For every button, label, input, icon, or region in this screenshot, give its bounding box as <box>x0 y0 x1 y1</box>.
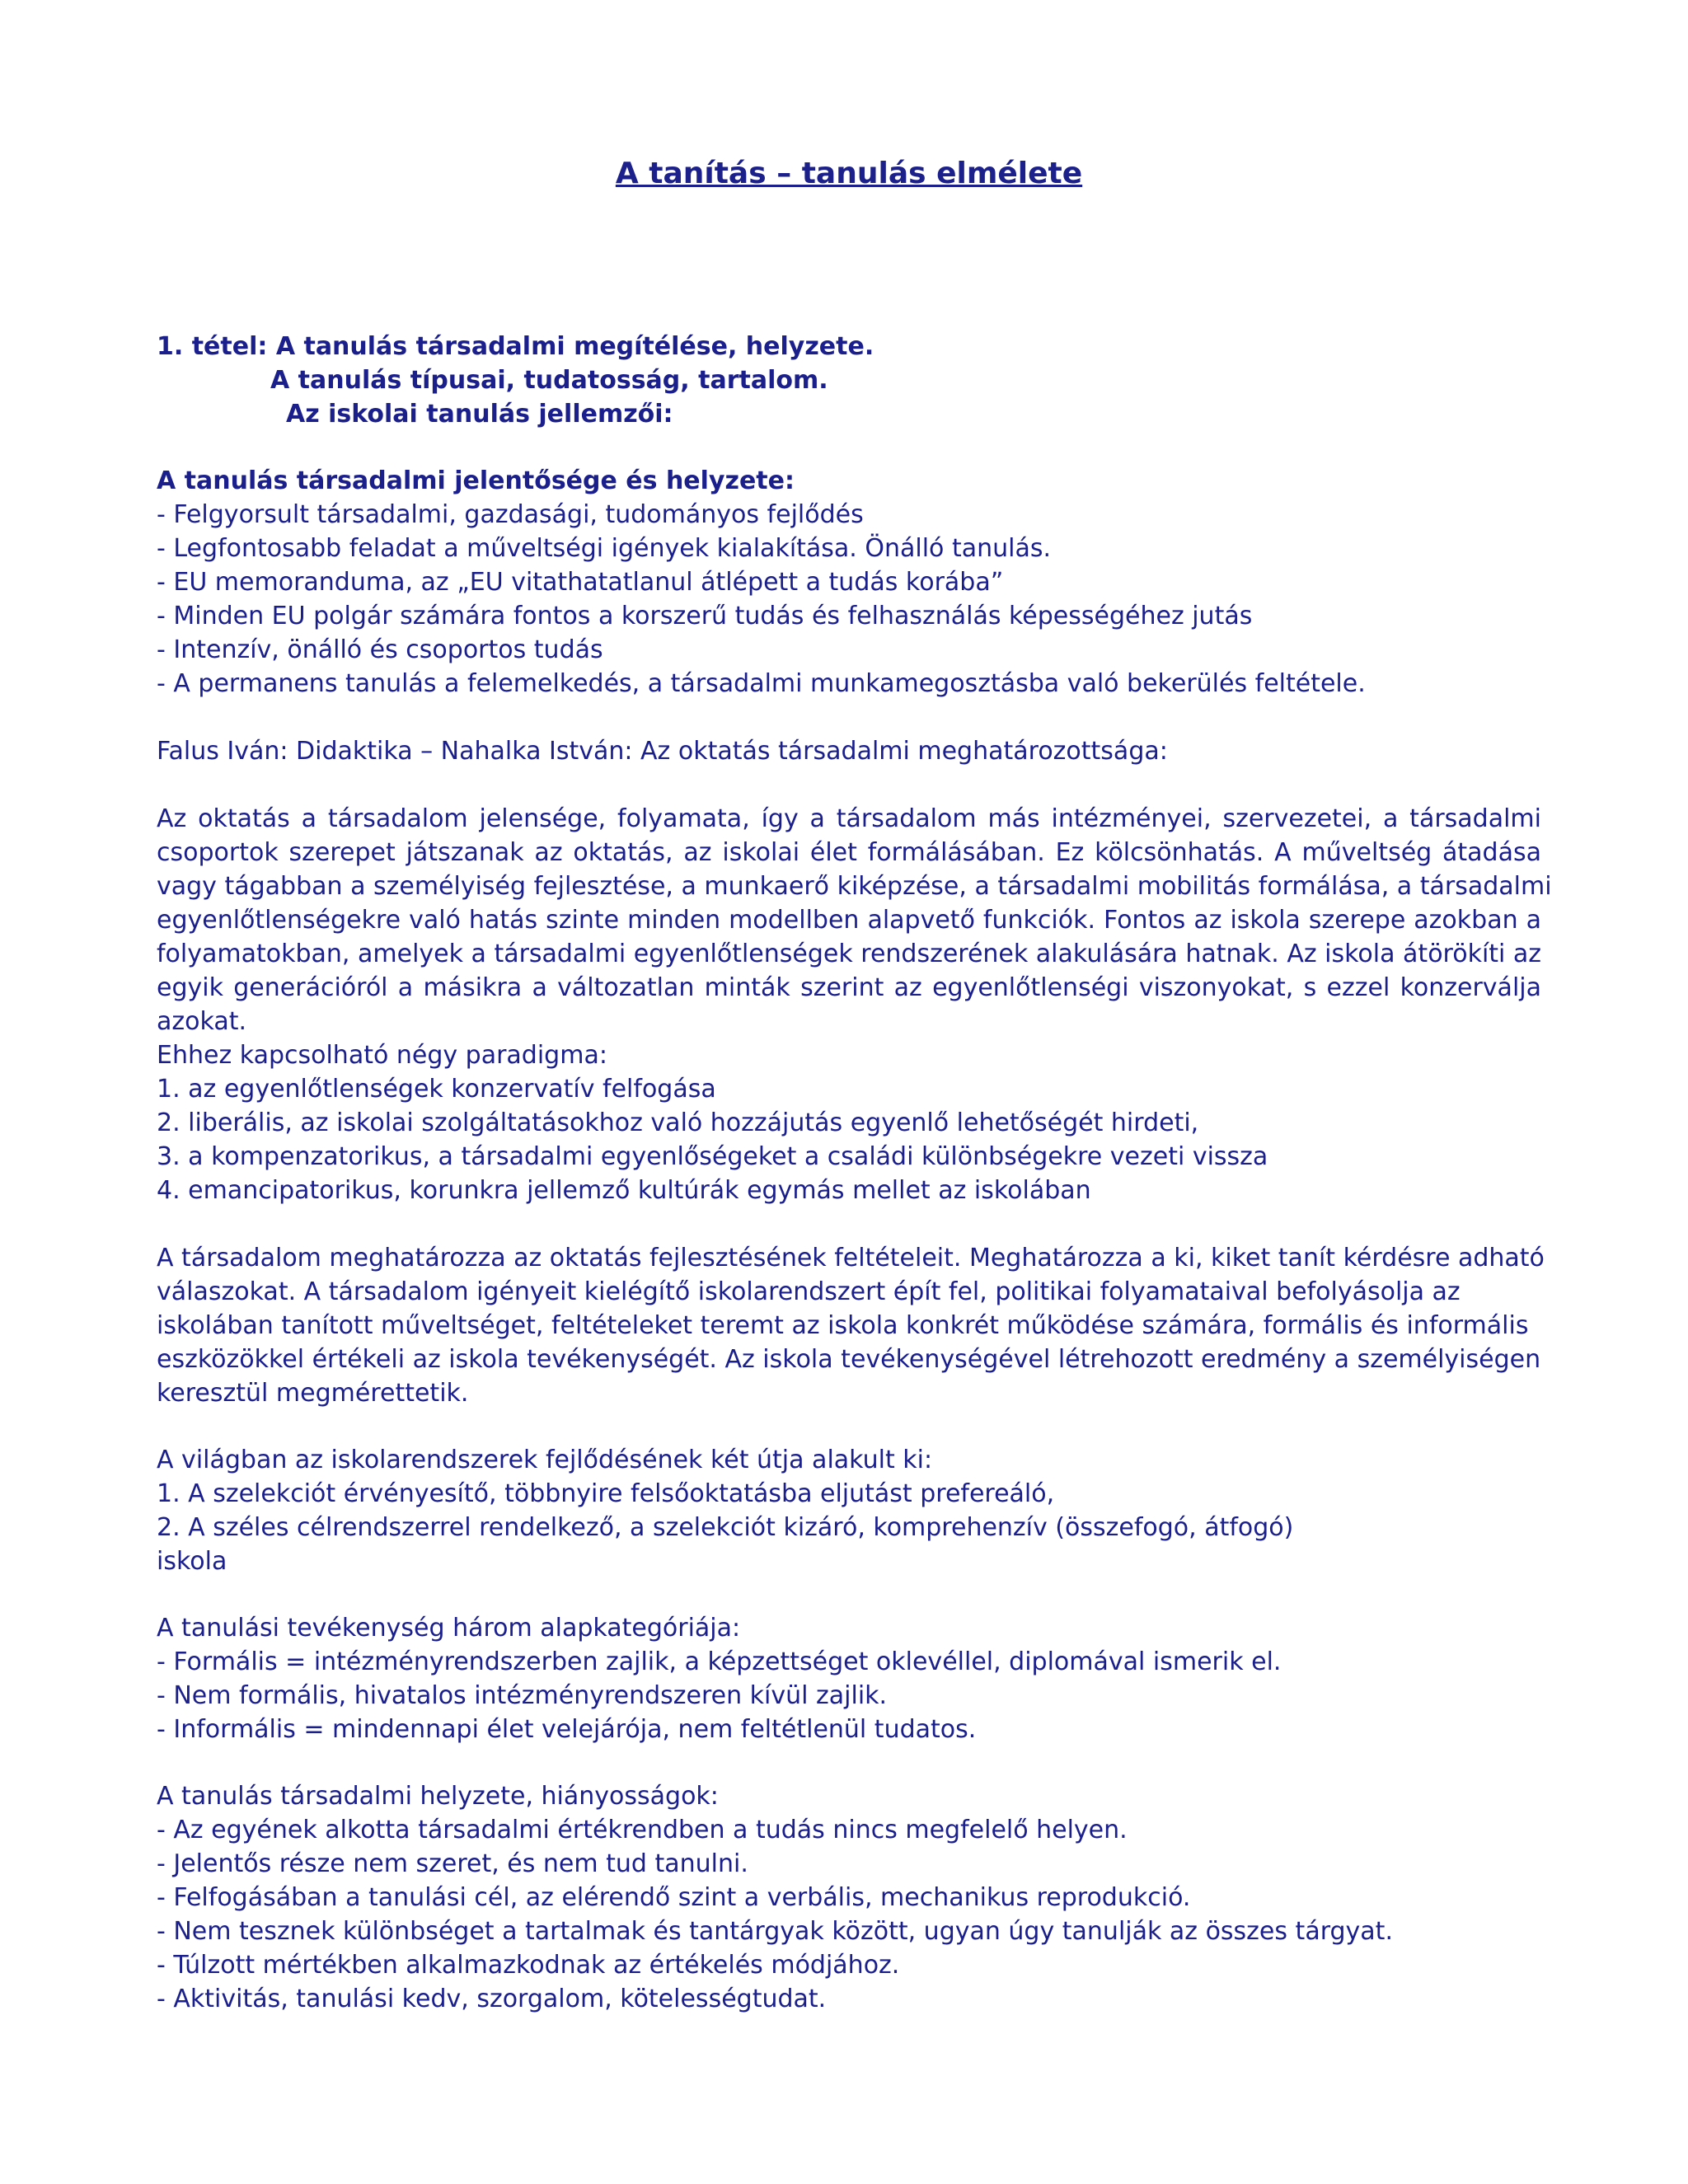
section-school-system-paths <box>157 1443 1541 1578</box>
list-item: - Nem tesznek különbséget a tartalmak és tantárgyak között, ugyan úgy tanulják az összes tárgyat. <box>157 1917 1393 1946</box>
paragraph-society-education <box>157 802 1552 1207</box>
paragraph-line: eszközökkel értékeli az iskola tevékenységét. Az iskola tevékenységével létrehozott eredmény a személyiségen <box>157 1345 1541 1374</box>
list-item: iskola <box>157 1547 227 1576</box>
list-item: - Formális = intézményrendszerben zajlik, a képzettséget oklevéllel, diplomával ismerik el. <box>157 1647 1282 1676</box>
paragraph-line: válaszokat. A társadalom igényeit kielégítő iskolarendszert épít fel, politikai folyamataival befolyásolja az <box>157 1277 1461 1306</box>
list-item: - Informális = mindennapi élet velejárója, nem feltétlenül tudatos. <box>157 1715 977 1744</box>
list-item: - Intenzív, önálló és csoportos tudás <box>157 635 603 664</box>
exam-topic-line-2: A tanulás típusai, tudatosság, tartalom. <box>270 366 828 395</box>
paragraph-line: folyamatokban, amelyek a társadalmi egyenlőtlenségek rendszerének alakulására hatnak. Az iskola átörökíti az <box>157 940 1542 968</box>
list-item: 2. A széles célrendszerrel rendelkező, a szelekciót kizáró, komprehenzív (összefogó, átfogó) <box>157 1513 1294 1542</box>
list-item: - Jelentős része nem szeret, és nem tud tanulni. <box>157 1849 748 1878</box>
section-social-significance <box>157 464 1541 701</box>
paragraph-line: A társadalom meghatározza az oktatás fejlesztésének feltételeit. Meghatározza a ki, kiket tanít kérdésre adható <box>157 1244 1545 1272</box>
list-item: - Túlzott mértékben alkalmazkodnak az értékelés módjához. <box>157 1951 900 1980</box>
categories-intro: A tanulási tevékenység három alapkategóriája: <box>157 1614 741 1643</box>
source-reference <box>157 734 1541 768</box>
exam-topic-line-1: 1. tétel: A tanulás társadalmi megítélése, helyzete. <box>157 332 874 361</box>
section-deficiencies <box>157 1779 1541 2016</box>
list-item: - A permanens tanulás a felemelkedés, a társadalmi munkamegosztásba való bekerülés feltétele. <box>157 669 1366 698</box>
paragraph-line: azokat. <box>157 1007 247 1036</box>
list-item: - Az egyének alkotta társadalmi értékrendben a tudás nincs megfelelő helyen. <box>157 1816 1128 1844</box>
deficiencies-intro: A tanulás társadalmi helyzete, hiányosságok: <box>157 1782 719 1811</box>
section-learning-categories <box>157 1611 1541 1746</box>
list-item: - Legfontosabb feladat a műveltségi igények kialakítása. Önálló tanulás. <box>157 534 1052 563</box>
exam-topic <box>157 330 1541 431</box>
paragraph-society-determines <box>157 1241 1545 1410</box>
paragraph-line: csoportok szerepet játszanak az oktatás, az iskolai élet formálásában. Ez kölcsönhatás. A műveltség átadása <box>157 838 1541 867</box>
list-item: 4. emancipatorikus, korunkra jellemző kultúrák egymás mellet az iskolában <box>157 1176 1091 1205</box>
document-title: A tanítás – tanulás elmélete <box>615 157 1083 190</box>
list-item: - Felfogásában a tanulási cél, az elérendő szint a verbális, mechanikus reprodukció. <box>157 1883 1191 1912</box>
paragraph-line: egyenlőtlenségekre való hatás szinte minden modellben alapvető funkciók. Fontos az iskola szerepe azokban a <box>157 906 1541 935</box>
list-item: - EU memoranduma, az „EU vitathatatlanul átlépett a tudás korába” <box>157 568 1004 597</box>
list-item: - Minden EU polgár számára fontos a korszerű tudás és felhasználás képességéhez jutás <box>157 602 1253 630</box>
paragraph-line: vagy tágabban a személyiség fejlesztése, a munkaerő kiképzése, a társadalmi mobilitás formálása, a társadalmi <box>157 872 1552 901</box>
list-item: 1. A szelekciót érvényesítő, többnyire felsőoktatásba eljutást prefereáló, <box>157 1479 1055 1508</box>
list-item: - Nem formális, hivatalos intézményrendszeren kívül zajlik. <box>157 1681 888 1710</box>
paragraph-line: iskolában tanított műveltséget, feltételeket teremt az iskola konkrét működése számára, formális és informális <box>157 1311 1529 1340</box>
list-item: 2. liberális, az iskolai szolgáltatásokhoz való hozzájutás egyenlő lehetőségét hirdeti, <box>157 1108 1199 1137</box>
paradigms-intro: Ehhez kapcsolható négy paradigma: <box>157 1041 607 1070</box>
paths-intro: A világban az iskolarendszerek fejlődésének két útja alakult ki: <box>157 1446 933 1474</box>
paragraph-line: Az oktatás a társadalom jelensége, folyamata, így a társadalom más intézményei, szervezetei, a társadalmi <box>157 804 1541 833</box>
list-item: 1. az egyenlőtlenségek konzervatív felfogása <box>157 1075 716 1104</box>
list-item: 3. a kompenzatorikus, a társadalmi egyenlőségeket a családi különbségekre vezeti vissza <box>157 1142 1268 1171</box>
section-heading: A tanulás társadalmi jelentősége és helyzete: <box>157 466 795 495</box>
source-line: Falus Iván: Didaktika – Nahalka István: Az oktatás társadalmi meghatározottsága: <box>157 737 1168 766</box>
paragraph-line: keresztül megmérettetik. <box>157 1379 469 1408</box>
exam-topic-line-3: Az iskolai tanulás jellemzői: <box>286 400 673 429</box>
list-item: - Felgyorsult társadalmi, gazdasági, tudományos fejlődés <box>157 500 864 529</box>
list-item: - Aktivitás, tanulási kedv, szorgalom, kötelességtudat. <box>157 1985 827 2013</box>
paragraph-line: egyik generációról a másikra a változatlan minták szerint az egyenlőtlenségi viszonyokat, s ezzel konzerválja <box>157 973 1541 1002</box>
